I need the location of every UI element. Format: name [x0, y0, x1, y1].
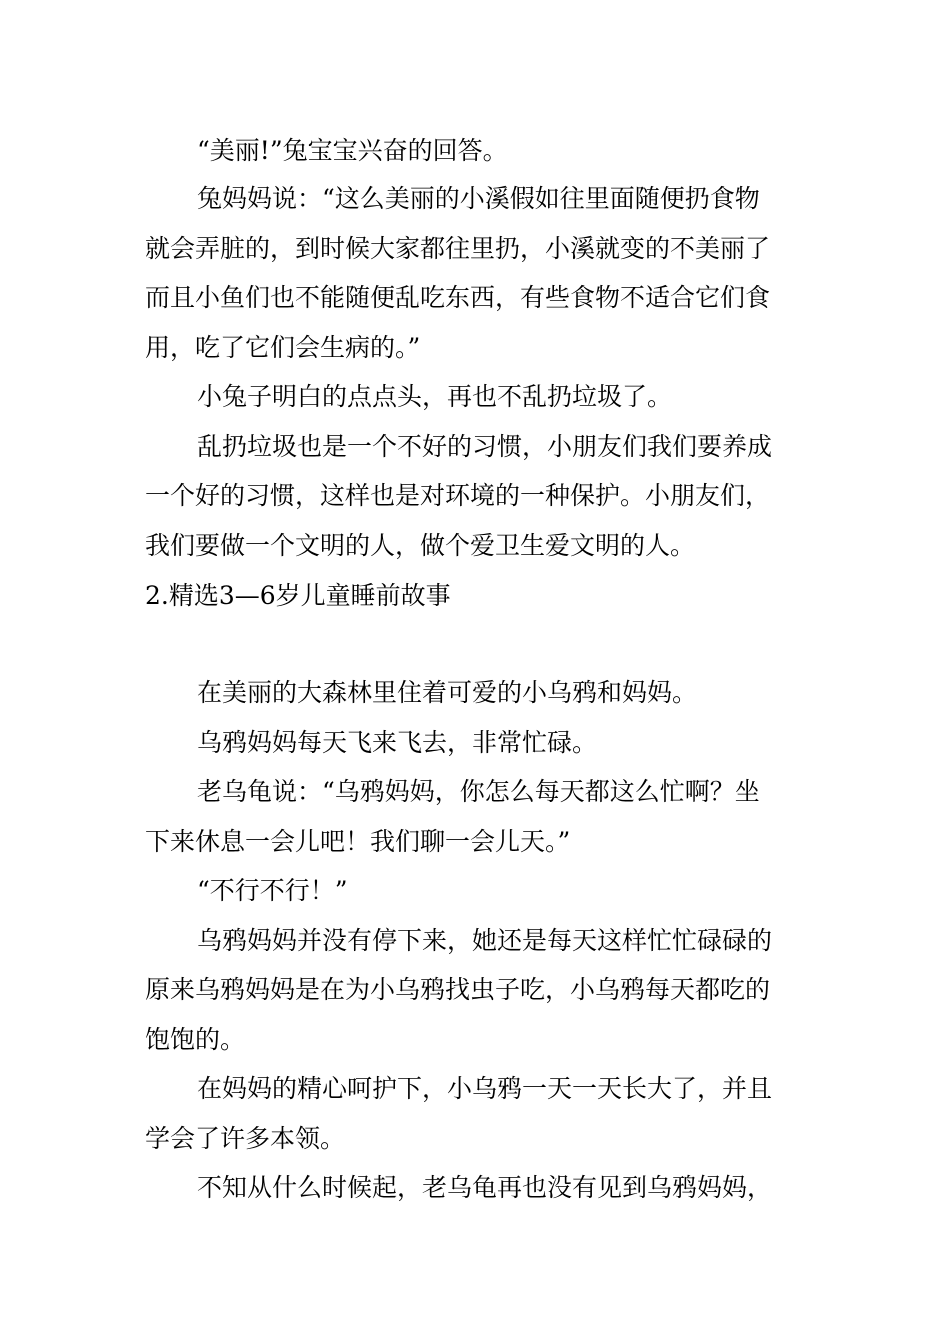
- paragraph-line: 乌鸦妈妈每天飞来飞去，非常忙碌。: [197, 728, 598, 757]
- paragraph-line: 用，吃了它们会生病的。”: [145, 333, 421, 362]
- paragraph-line: 小兔子明白的点点头，再也不乱扔垃圾了。: [197, 382, 673, 411]
- paragraph-line: “不行不行！”: [197, 876, 348, 905]
- paragraph-line: 饱饱的。: [145, 1025, 246, 1054]
- paragraph-line: 我们要做一个文明的人，做个爱卫生爱文明的人。: [145, 531, 696, 560]
- paragraph-line: 兔妈妈说：“这么美丽的小溪假如往里面随便扔食物: [197, 184, 760, 213]
- paragraph-line: “美丽!”兔宝宝兴奋的回答。: [197, 136, 508, 165]
- paragraph-line: 乱扔垃圾也是一个不好的习惯，小朋友们我们要养成: [197, 432, 773, 461]
- section-heading: 2.精选3—6岁儿童睡前故事: [145, 581, 451, 610]
- paragraph-line: 就会弄脏的，到时候大家都往里扔，小溪就变的不美丽了: [145, 234, 771, 263]
- paragraph-line: 一个好的习惯，这样也是对环境的一种保护。小朋友们，: [145, 481, 771, 510]
- paragraph-line: 下来休息一会儿吧！我们聊一会儿天。”: [145, 827, 571, 856]
- paragraph-line: 在美丽的大森林里住着可爱的小乌鸦和妈妈。: [197, 678, 698, 707]
- paragraph-line: 老乌龟说：“乌鸦妈妈，你怎么每天都这么忙啊？坐: [197, 777, 760, 806]
- paragraph-line: 而且小鱼们也不能随便乱吃东西，有些食物不适合它们食: [145, 283, 771, 312]
- paragraph-line: 乌鸦妈妈并没有停下来，她还是每天这样忙忙碌碌的: [197, 926, 773, 955]
- paragraph-line: 在妈妈的精心呵护下，小乌鸦一天一天长大了，并且: [197, 1074, 773, 1103]
- paragraph-line: 不知从什么时候起，老乌龟再也没有见到乌鸦妈妈，: [197, 1173, 773, 1202]
- paragraph-line: 原来乌鸦妈妈是在为小乌鸦找虫子吃，小乌鸦每天都吃的: [145, 975, 771, 1004]
- paragraph-line: 学会了许多本领。: [145, 1124, 346, 1153]
